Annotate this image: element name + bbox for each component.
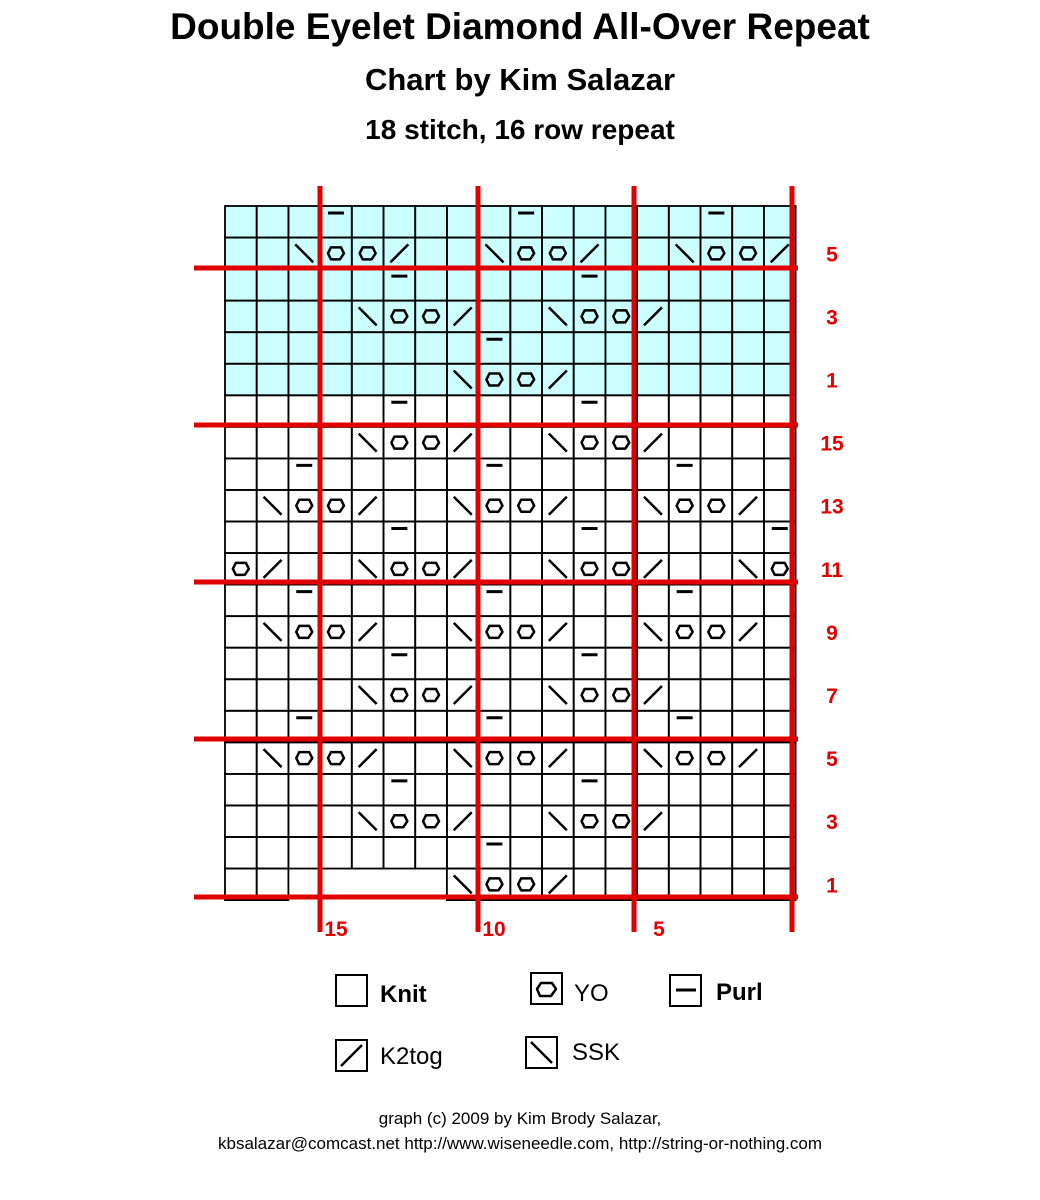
grid-cell	[574, 679, 606, 711]
legend	[336, 973, 763, 1071]
yo-icon	[486, 878, 502, 890]
k2tog-icon	[359, 497, 377, 515]
grid-cell	[447, 395, 479, 427]
row-label: 3	[826, 811, 838, 835]
ssk-icon	[264, 623, 282, 641]
grid-cell	[352, 648, 384, 680]
grid-cell	[701, 522, 733, 554]
grid-cell	[415, 458, 447, 490]
row-label: 11	[820, 558, 844, 582]
grid-cell	[384, 458, 416, 490]
grid-cell	[479, 490, 511, 522]
yo-icon	[423, 563, 439, 575]
k2tog-icon	[549, 497, 567, 515]
grid-cell	[288, 837, 320, 869]
ssk-icon	[454, 875, 472, 893]
grid-cell	[288, 648, 320, 680]
grid-cell	[225, 648, 257, 680]
yo-icon	[613, 563, 629, 575]
k2tog-icon	[549, 749, 567, 767]
grid-cell	[479, 805, 511, 837]
grid-cell	[542, 458, 574, 490]
yo-icon	[772, 563, 788, 575]
grid-cell	[701, 837, 733, 869]
yo-icon	[582, 815, 598, 827]
grid-cell	[574, 585, 606, 617]
grid-cell	[415, 490, 447, 522]
yo-icon	[613, 437, 629, 449]
grid-cell	[257, 837, 289, 869]
yo-icon	[518, 752, 534, 764]
row-label: 3	[826, 306, 838, 330]
grid-cell	[701, 742, 733, 774]
grid-cell	[288, 458, 320, 490]
grid-cell	[732, 585, 764, 617]
grid-cell	[510, 490, 542, 522]
ssk-icon	[264, 749, 282, 767]
chart-author: Chart by Kim Salazar	[364, 62, 676, 97]
yo-icon	[486, 500, 502, 512]
grid-cell	[701, 585, 733, 617]
grid-cell	[732, 648, 764, 680]
k2tog-icon	[359, 623, 377, 641]
grid-cell	[384, 837, 416, 869]
grid-cell	[669, 616, 701, 648]
yo-icon	[423, 815, 439, 827]
grid-cell	[384, 742, 416, 774]
yo-icon	[328, 752, 344, 764]
grid-cell	[669, 679, 701, 711]
yo-icon	[423, 437, 439, 449]
column-label: 5	[653, 918, 665, 941]
grid-cell	[320, 458, 352, 490]
grid-cell	[479, 837, 511, 869]
grid-cell	[447, 774, 479, 806]
grid-cell	[320, 837, 352, 869]
grid-cell	[225, 427, 257, 459]
grid-cell	[542, 648, 574, 680]
grid-cell	[732, 679, 764, 711]
grid-cell	[479, 395, 511, 427]
grid-cell	[352, 522, 384, 554]
ssk-icon	[359, 434, 377, 452]
ssk-icon	[454, 749, 472, 767]
knit-swatch	[336, 975, 367, 1006]
row-label: 7	[826, 685, 838, 709]
ssk-icon	[549, 560, 567, 578]
grid-cell	[574, 648, 606, 680]
grid-cell	[225, 458, 257, 490]
grid-cell	[352, 837, 384, 869]
grid-cell	[542, 522, 574, 554]
grid-cell	[669, 490, 701, 522]
grid-cell	[225, 742, 257, 774]
row-label: 1	[826, 369, 838, 393]
grid-cell	[510, 837, 542, 869]
ssk-icon	[739, 560, 757, 578]
grid-cell	[415, 395, 447, 427]
grid-cell	[320, 679, 352, 711]
grid-cell	[669, 837, 701, 869]
grid-cell	[447, 837, 479, 869]
grid-cell	[415, 616, 447, 648]
yo-icon	[518, 500, 534, 512]
grid-cell	[574, 837, 606, 869]
grid-cell	[510, 522, 542, 554]
grid-cell	[288, 774, 320, 806]
row-label: 9	[826, 621, 838, 645]
grid-cell	[288, 805, 320, 837]
grid-cell	[257, 805, 289, 837]
grid-cell	[447, 585, 479, 617]
grid-cell	[257, 427, 289, 459]
ssk-icon	[549, 434, 567, 452]
grid-cell	[479, 522, 511, 554]
row-label: 1	[826, 874, 838, 898]
yo-icon	[486, 626, 502, 638]
grid-cell	[288, 522, 320, 554]
yo-icon	[233, 563, 249, 575]
grid-cell	[225, 805, 257, 837]
grid-cell	[352, 458, 384, 490]
grid-cell	[510, 458, 542, 490]
grid-cell	[225, 585, 257, 617]
ssk-icon	[359, 560, 377, 578]
k2tog-icon	[549, 875, 567, 893]
grid-cell	[701, 679, 733, 711]
grid-cell	[415, 427, 447, 459]
ssk-icon	[549, 812, 567, 830]
yo-icon	[582, 437, 598, 449]
yo-icon	[296, 752, 312, 764]
grid-cell	[384, 616, 416, 648]
copyright-line: graph (c) 2009 by Kim Brody Salazar,	[378, 1109, 662, 1128]
ssk-icon	[454, 497, 472, 515]
yo-icon	[582, 689, 598, 701]
grid-cell	[669, 585, 701, 617]
k2tog-icon	[644, 812, 662, 830]
yo-icon	[328, 626, 344, 638]
grid-cell	[225, 522, 257, 554]
row-labels	[820, 243, 844, 897]
k2tog-icon	[739, 749, 757, 767]
ssk-icon	[644, 497, 662, 515]
k2tog-icon	[454, 434, 472, 452]
grid-cell	[510, 742, 542, 774]
grid-cell	[637, 458, 669, 490]
grid-cell	[384, 648, 416, 680]
legend-purl-label: Purl	[716, 979, 763, 1006]
grid-cell	[479, 774, 511, 806]
k2tog-icon	[454, 560, 472, 578]
grid-cell	[701, 395, 733, 427]
yo-icon	[391, 815, 407, 827]
grid-cell	[574, 805, 606, 837]
legend-knit	[336, 975, 427, 1008]
k2tog-icon	[454, 812, 472, 830]
grid-cell	[447, 648, 479, 680]
grid-cell	[669, 395, 701, 427]
grid-cell	[701, 648, 733, 680]
grid-cell	[637, 395, 669, 427]
grid-cell	[288, 490, 320, 522]
ssk-icon	[644, 623, 662, 641]
grid-cell	[415, 522, 447, 554]
legend-purl	[670, 975, 763, 1006]
legend-knit-label: Knit	[380, 981, 427, 1008]
grid-cell	[732, 837, 764, 869]
k2tog-icon	[264, 560, 282, 578]
yo-icon	[328, 500, 344, 512]
grid-cell	[415, 837, 447, 869]
grid-cell	[257, 679, 289, 711]
yo-icon	[423, 689, 439, 701]
grid-cell	[732, 774, 764, 806]
grid-cell	[257, 395, 289, 427]
grid-cell	[320, 585, 352, 617]
grid-cell	[479, 742, 511, 774]
grid-cell	[288, 679, 320, 711]
k2tog-icon	[739, 497, 757, 515]
grid-cell	[288, 742, 320, 774]
grid-cell	[352, 395, 384, 427]
grid-cell	[542, 585, 574, 617]
grid-cell	[510, 679, 542, 711]
grid-cell	[415, 742, 447, 774]
grid-cell	[479, 648, 511, 680]
grid-cell	[669, 805, 701, 837]
grid-cell	[637, 648, 669, 680]
grid-cell	[574, 427, 606, 459]
grid-cell	[225, 837, 257, 869]
grid-cell	[669, 458, 701, 490]
grid-cell	[701, 616, 733, 648]
k2tog-icon	[359, 749, 377, 767]
grid-cell	[574, 490, 606, 522]
ssk-icon	[549, 686, 567, 704]
chart-title: Double Eyelet Diamond All-Over Repeat	[170, 6, 870, 47]
yo-icon	[613, 815, 629, 827]
grid-cell	[415, 585, 447, 617]
grid-cell	[225, 490, 257, 522]
column-label: 10	[482, 918, 506, 941]
grid-cell	[637, 774, 669, 806]
yo-icon	[613, 689, 629, 701]
grid-cell	[574, 458, 606, 490]
yo-icon	[391, 689, 407, 701]
grid-cell	[669, 774, 701, 806]
grid-cell	[701, 458, 733, 490]
yo-icon	[708, 500, 724, 512]
grid-cell	[479, 585, 511, 617]
grid-cell	[288, 616, 320, 648]
grid-cell	[479, 679, 511, 711]
grid-cell	[510, 427, 542, 459]
grid-cell	[574, 774, 606, 806]
yo-icon	[518, 878, 534, 890]
column-labels	[324, 918, 665, 941]
grid-cell	[415, 774, 447, 806]
grid-cell	[510, 616, 542, 648]
grid-cell	[257, 585, 289, 617]
grid-cell	[225, 616, 257, 648]
grid-cell	[415, 679, 447, 711]
grid-cell	[542, 837, 574, 869]
ssk-icon	[359, 686, 377, 704]
yo-icon	[296, 500, 312, 512]
legend-ssk-label: SSK	[572, 1039, 621, 1066]
legend-ssk	[526, 1037, 620, 1068]
grid-cell	[384, 585, 416, 617]
yo-icon	[708, 752, 724, 764]
grid-cell	[320, 648, 352, 680]
grid-cell	[510, 395, 542, 427]
grid-cell	[257, 458, 289, 490]
grid-cell	[479, 458, 511, 490]
grid-cell	[447, 458, 479, 490]
yo-icon	[677, 752, 693, 764]
grid-cell	[384, 427, 416, 459]
grid-cell	[732, 522, 764, 554]
yo-icon	[518, 626, 534, 638]
grid-cell	[542, 774, 574, 806]
grid-cell	[732, 395, 764, 427]
grid-cell	[701, 774, 733, 806]
k2tog-icon	[454, 686, 472, 704]
legend-k2tog-label: K2tog	[380, 1043, 443, 1070]
yo-icon	[296, 626, 312, 638]
grid-cell	[732, 458, 764, 490]
grid-cell	[384, 522, 416, 554]
grid-cell	[225, 395, 257, 427]
grid-cell	[384, 490, 416, 522]
grid-cell	[479, 427, 511, 459]
grid-cell	[288, 427, 320, 459]
grid-cell	[288, 585, 320, 617]
yo-icon	[391, 563, 407, 575]
grid-cell	[320, 522, 352, 554]
grid-cell	[732, 427, 764, 459]
k2tog-icon	[739, 623, 757, 641]
grid-cell	[257, 522, 289, 554]
grid-cell	[320, 742, 352, 774]
grid-cell	[732, 805, 764, 837]
grid-cell	[637, 585, 669, 617]
yo-icon	[708, 626, 724, 638]
grid-cell	[669, 522, 701, 554]
legend-yo-label: YO	[574, 980, 609, 1007]
grid-cell	[352, 585, 384, 617]
grid-cell	[510, 585, 542, 617]
grid-cell	[225, 679, 257, 711]
yo-icon	[582, 563, 598, 575]
grid-cell	[701, 805, 733, 837]
grid-cell	[320, 427, 352, 459]
column-label: 15	[324, 918, 348, 941]
row-label: 15	[820, 432, 844, 456]
grid-cell	[384, 679, 416, 711]
grid-cell	[574, 616, 606, 648]
grid-cell	[288, 395, 320, 427]
grid-cell	[510, 774, 542, 806]
grid-cell	[510, 805, 542, 837]
row-label: 5	[826, 748, 838, 772]
yo-icon	[486, 752, 502, 764]
grid-cell	[669, 742, 701, 774]
ssk-icon	[644, 749, 662, 767]
grid-cell	[415, 805, 447, 837]
grid-cell	[637, 522, 669, 554]
grid-cell	[384, 774, 416, 806]
k2tog-icon	[644, 560, 662, 578]
legend-yo	[531, 973, 609, 1007]
repeat-info: 18 stitch, 16 row repeat	[365, 114, 675, 145]
grid-cell	[257, 774, 289, 806]
ssk-icon	[359, 812, 377, 830]
grid-cell	[701, 427, 733, 459]
grid-cell	[384, 805, 416, 837]
grid-cell	[257, 648, 289, 680]
yo-swatch	[531, 973, 562, 1004]
yo-icon	[677, 626, 693, 638]
grid-cell	[352, 774, 384, 806]
row-label: 5	[826, 243, 838, 267]
grid-cell	[542, 395, 574, 427]
grid-cell	[669, 427, 701, 459]
grid-cell	[320, 395, 352, 427]
grid-cell	[479, 616, 511, 648]
grid-cell	[574, 395, 606, 427]
k2tog-icon	[549, 623, 567, 641]
grid-cell	[225, 774, 257, 806]
row-label: 13	[820, 495, 844, 519]
grid-cell	[447, 522, 479, 554]
legend-k2tog	[336, 1040, 443, 1071]
k2tog-icon	[644, 434, 662, 452]
grid-cell	[320, 490, 352, 522]
grid-cell	[574, 522, 606, 554]
contact-line: kbsalazar@comcast.net http://www.wiseneedle.com, http://string-or-nothing.com	[217, 1134, 822, 1153]
grid-cell	[669, 648, 701, 680]
grid-cell	[510, 648, 542, 680]
ssk-icon	[454, 623, 472, 641]
grid-cell	[320, 774, 352, 806]
grid-cell	[637, 837, 669, 869]
grid-cell	[384, 395, 416, 427]
grid-cell	[320, 805, 352, 837]
grid-cell	[415, 648, 447, 680]
grid-cell	[701, 490, 733, 522]
yo-icon	[677, 500, 693, 512]
k2tog-icon	[644, 686, 662, 704]
yo-icon	[391, 437, 407, 449]
grid-cell	[574, 742, 606, 774]
ssk-icon	[264, 497, 282, 515]
grid-cell	[320, 616, 352, 648]
